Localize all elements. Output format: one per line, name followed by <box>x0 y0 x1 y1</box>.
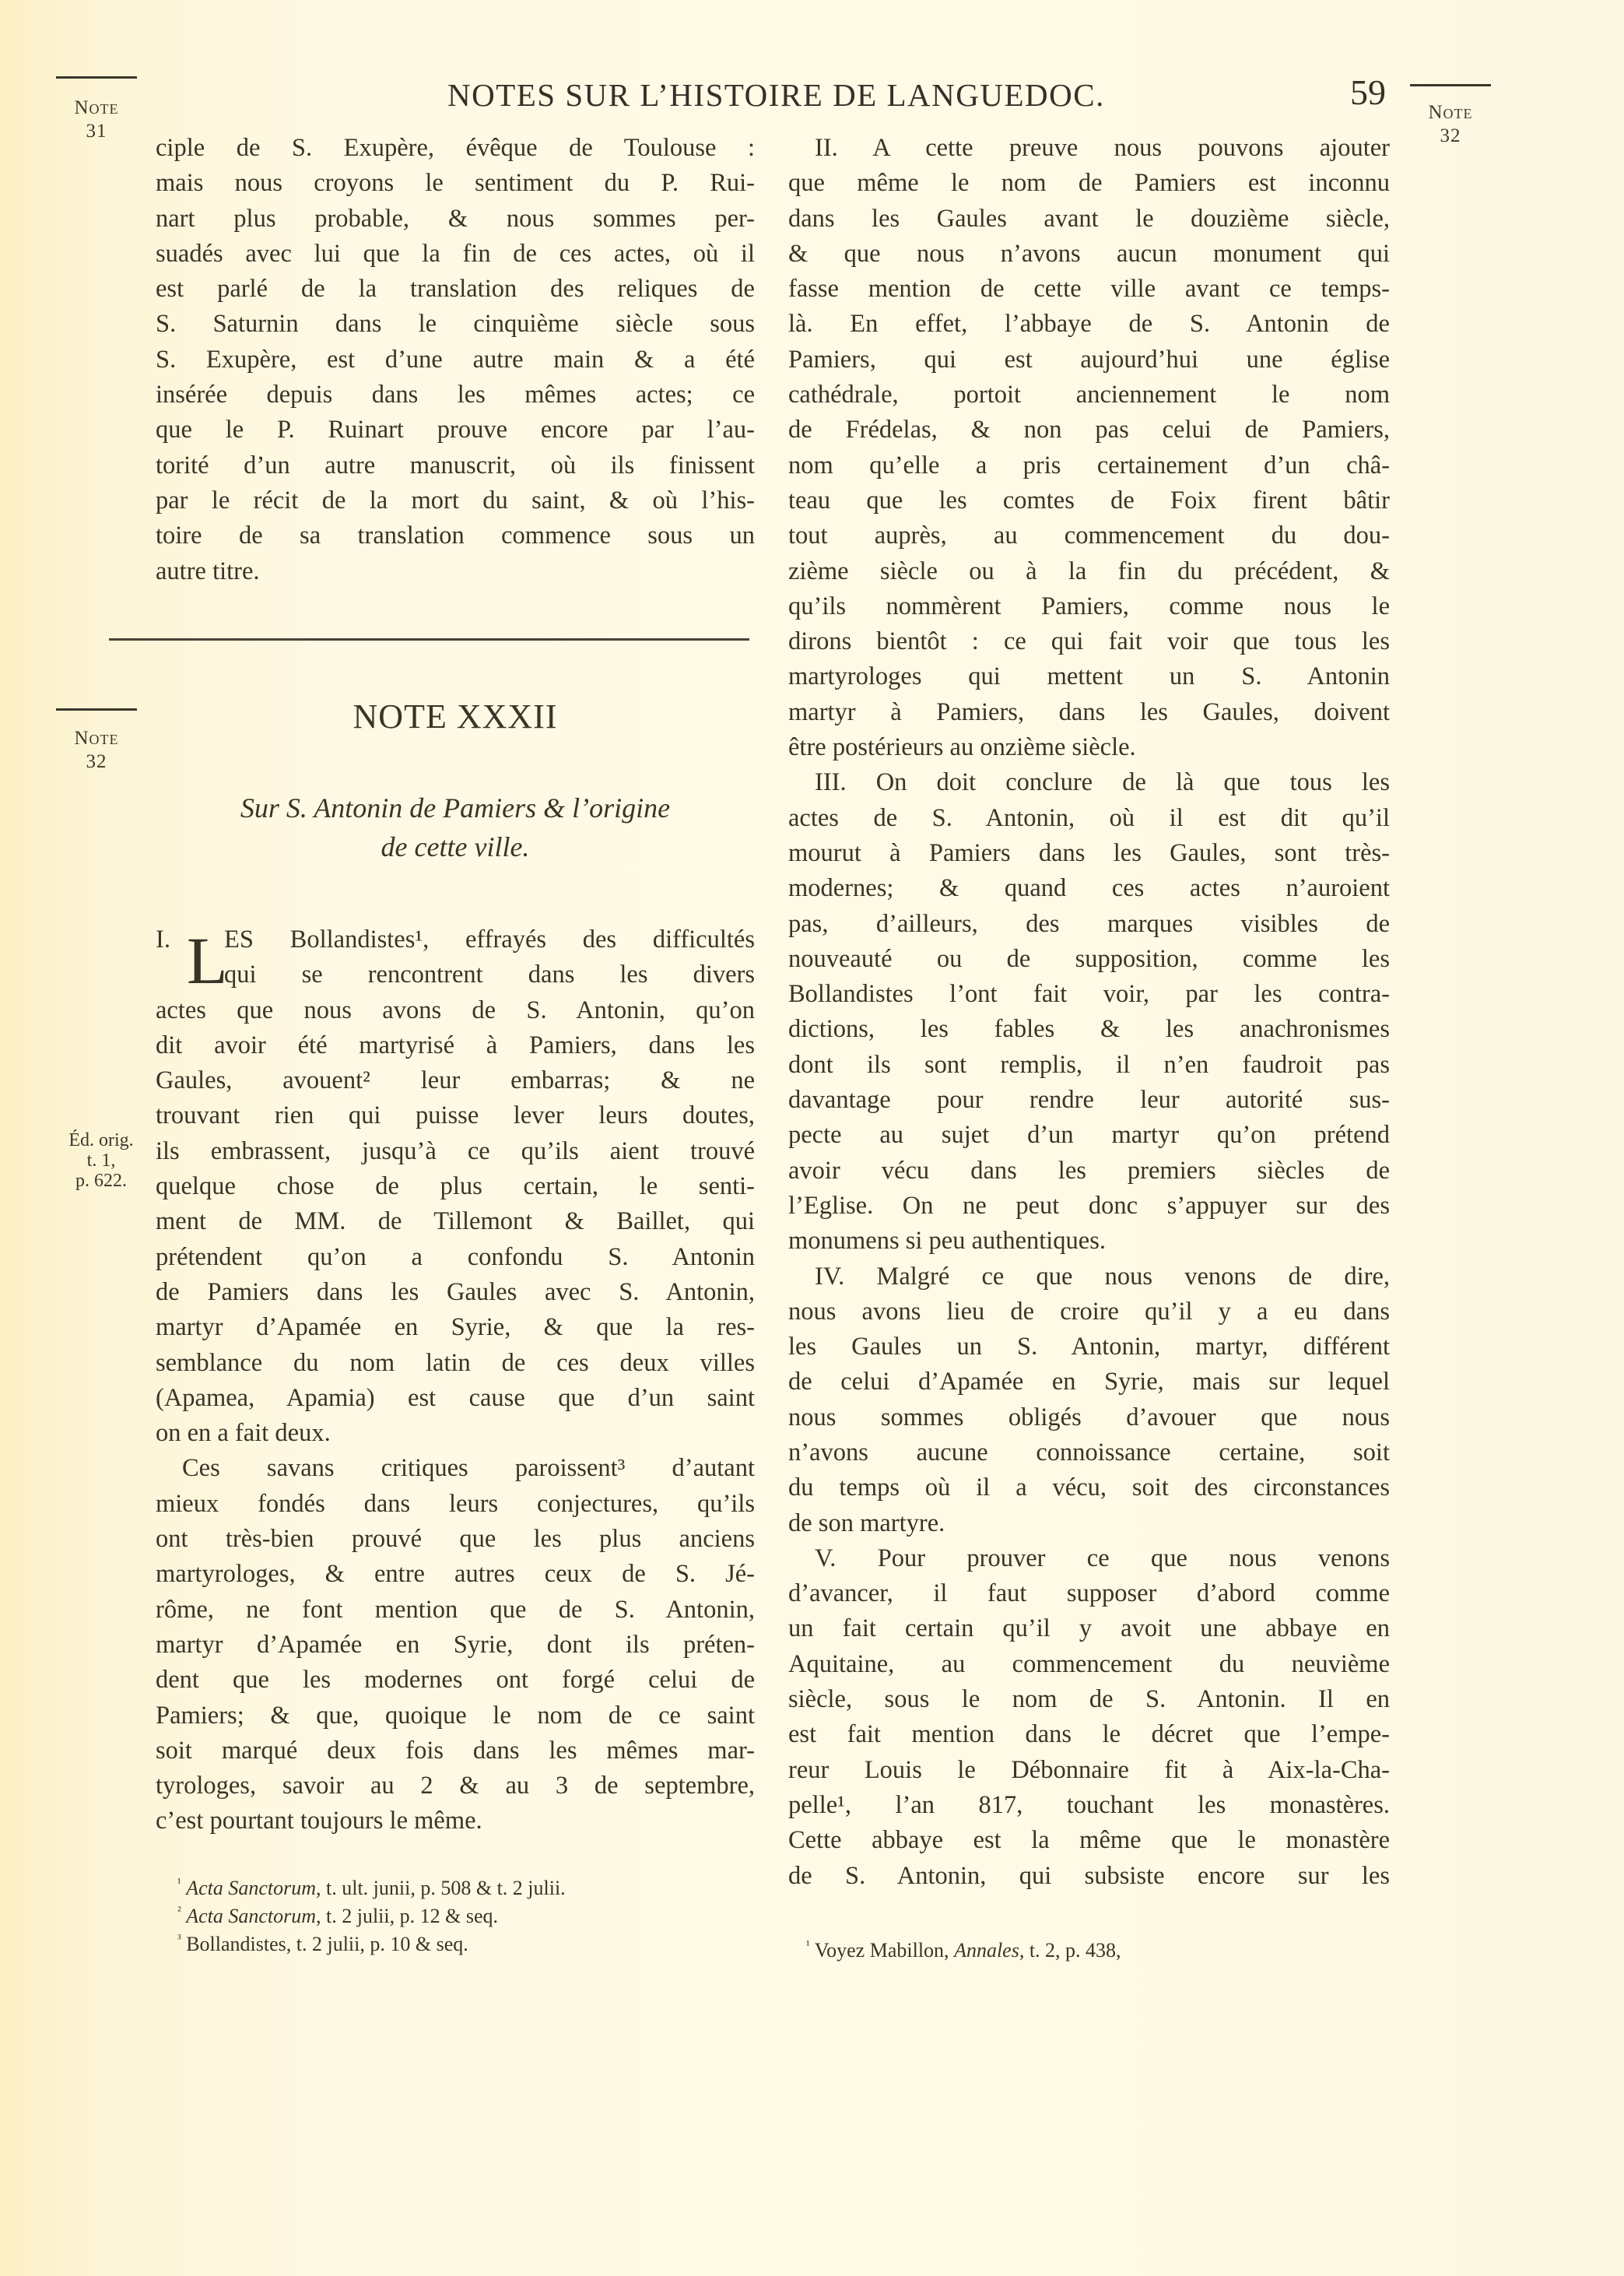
note-title: NOTE XXXII <box>353 697 558 736</box>
text-line: ont très-bien prouvé que les plus anciens <box>156 1525 755 1554</box>
text-line: par le récit de la mort du saint, & où l’his- <box>156 486 755 515</box>
text-line: martyr d’Apamée en Syrie, & que la res- <box>156 1313 755 1342</box>
margin-note-number: 32 <box>1440 125 1461 146</box>
text-line: prétendent qu’on a confondu S. Antonin <box>156 1242 755 1271</box>
text-line: est fait mention dans le décret que l’empe- <box>788 1720 1390 1749</box>
text-line: de Pamiers dans les Gaules avec S. Antonin, <box>156 1277 755 1306</box>
text-line: nart plus probable, & nous sommes per- <box>156 204 755 233</box>
footnote-text: t. ult. junii, p. 508 & t. 2 julii. <box>321 1877 566 1899</box>
text-line: ES Bollandistes¹, effrayés des difficultés <box>224 926 755 954</box>
text-line: semblance du nom latin de ces deux villes <box>156 1348 755 1377</box>
text-line: que le P. Ruinart prouve encore par l’au- <box>156 416 755 444</box>
note-subtitle-line: de cette ville. <box>381 831 530 862</box>
text-line: pelle¹, l’an 817, touchant les monastères. <box>788 1790 1390 1819</box>
text-line: nous avons lieu de croire qu’il y a eu dans <box>788 1297 1390 1326</box>
text-line: reur Louis le Débonnaire fit à Aix-la-Cha- <box>788 1755 1390 1784</box>
margin-rule-top-right <box>1410 84 1491 86</box>
margin-note-number: 31 <box>86 121 107 142</box>
text-line: rôme, ne font mention que de S. Antonin, <box>156 1595 755 1624</box>
footnote-mark: ³ <box>177 1933 181 1946</box>
footnote <box>177 1874 566 1902</box>
footnote-italic: Acta Sanctorum, <box>186 1905 321 1927</box>
text-line: suadés avec lui que la fin de ces actes, où il <box>156 239 755 268</box>
margin-note-label: Note <box>74 97 119 118</box>
footnote-mark: ¹ <box>177 1877 181 1890</box>
left-footnotes <box>177 1874 566 1958</box>
running-title: NOTES SUR L’HISTOIRE DE LANGUEDOC. <box>447 77 1105 113</box>
text-line: S. Exupère, est d’une autre main & a été <box>156 345 755 374</box>
text-line: avoir vécu dans les premiers siècles de <box>788 1156 1390 1185</box>
text-line: pas, d’ailleurs, des marques visibles de <box>788 909 1390 938</box>
text-line: ment de MM. de Tillemont & Baillet, qui <box>156 1207 755 1236</box>
text-line: l’Eglise. On ne peut donc s’appuyer sur des <box>788 1191 1390 1220</box>
text-line: les Gaules un S. Antonin, martyr, différent <box>788 1333 1390 1361</box>
margin-rule-top-left <box>56 76 137 79</box>
text-line: d’avancer, il faut supposer d’abord comme <box>788 1579 1390 1608</box>
text-line: de S. Antonin, qui subsiste encore sur les <box>788 1861 1390 1890</box>
margin-note-32-left <box>48 727 145 774</box>
margin-rule-note32 <box>56 708 137 711</box>
text-line: martyr d’Apamée en Syrie, dont ils préten- <box>156 1630 755 1659</box>
text-line: (Apamea, Apamia) est cause que d’un saint <box>156 1383 755 1412</box>
text-line: quelque chose de plus certain, le senti- <box>156 1172 755 1201</box>
text-line: zième siècle ou à la fin du précédent, & <box>788 557 1390 585</box>
footnote-text: Bollandistes, t. 2 julii, p. 10 & seq. <box>186 1933 468 1955</box>
text-line: là. En effet, l’abbaye de S. Antonin de <box>788 310 1390 339</box>
text-line: nouveauté ou de supposition, comme les <box>788 944 1390 973</box>
text-line: est parlé de la translation des reliques de <box>156 275 755 304</box>
text-line: autre titre. <box>156 557 260 585</box>
text-line: siècle, sous le nom de S. Antonin. Il en <box>788 1685 1390 1714</box>
text-line: Gaules, avouent² leur embarras; & ne <box>156 1066 755 1095</box>
text-line: du temps où il a vécu, soit des circonstances <box>788 1473 1390 1502</box>
text-line: mieux fondés dans leurs conjectures, qu’ils <box>156 1489 755 1518</box>
footnote <box>177 1902 566 1930</box>
text-line: toire de sa translation commence sous un <box>156 522 755 550</box>
text-line: dans les Gaules avant le douzième siècle, <box>788 204 1390 233</box>
text-line: trouvant rien qui puisse lever leurs doutes, <box>156 1101 755 1130</box>
edition-line: p. 622. <box>75 1171 127 1191</box>
text-line: insérée depuis dans les mêmes actes; ce <box>156 381 755 409</box>
text-line: on en a fait deux. <box>156 1419 331 1448</box>
section-divider <box>109 638 749 641</box>
text-line: c’est pourtant toujours le même. <box>156 1807 482 1835</box>
text-line: Aquitaine, au commencement du neuvième <box>788 1649 1390 1678</box>
section-numeral: I. <box>156 926 170 954</box>
text-line: modernes; & quand ces actes n’auroient <box>788 874 1390 903</box>
text-line: & que nous n’avons aucun monument qui <box>788 239 1390 268</box>
text-line: de Frédelas, & non pas celui de Pamiers, <box>788 416 1390 444</box>
text-line: dictions, les fables & les anachronismes <box>788 1015 1390 1044</box>
right-footnotes <box>806 1937 1121 1965</box>
text-line: qui se rencontrent dans les divers <box>224 961 755 989</box>
left-column-continuation <box>156 131 755 589</box>
text-line: III. On doit conclure de là que tous les <box>815 768 1390 797</box>
text-line: Bollandistes l’ont fait voir, par les contra- <box>788 980 1390 1009</box>
text-line: Pamiers; & que, quoique le nom de ce saint <box>156 1701 755 1730</box>
text-line: cathédrale, portoit anciennement le nom <box>788 381 1390 409</box>
text-line: de celui d’Apamée en Syrie, mais sur lequel <box>788 1368 1390 1396</box>
text-line: monumens si peu authentiques. <box>788 1227 1106 1256</box>
right-column <box>788 131 1390 1894</box>
text-line: martyrologes qui mettent un S. Antonin <box>788 662 1390 691</box>
text-line: Ces savans critiques paroissent³ d’autant <box>182 1454 755 1483</box>
footnote-mark: ² <box>177 1905 181 1918</box>
text-line: n’avons aucune connoissance certaine, soit <box>788 1438 1390 1466</box>
margin-note-32-right <box>1402 101 1499 148</box>
text-line: actes que nous avons de S. Antonin, qu’on <box>156 996 755 1024</box>
text-line: ils embrassent, jusqu’à ce qu’ils aient trouvé <box>156 1136 755 1165</box>
text-line: pecte au sujet d’un martyr qu’on prétend <box>788 1121 1390 1150</box>
footnote <box>177 1930 566 1958</box>
footnote-mark: ¹ <box>806 1939 810 1952</box>
text-line: mourut à Pamiers dans les Gaules, sont très- <box>788 838 1390 867</box>
text-line: ciple de S. Exupère, évêque de Toulouse : <box>156 134 755 162</box>
note-subtitle <box>156 789 755 866</box>
text-line: qu’ils nommèrent Pamiers, comme nous le <box>788 592 1390 620</box>
footnote <box>806 1937 1121 1965</box>
text-line: nom qu’elle a pris certainement d’un châ- <box>788 451 1390 479</box>
drop-cap: L <box>187 923 228 998</box>
text-line: dent que les modernes ont forgé celui de <box>156 1666 755 1695</box>
text-line: actes de S. Antonin, où il est dit qu’il <box>788 803 1390 832</box>
footnote-italic: Annales, <box>954 1939 1025 1962</box>
margin-note-label: Note <box>1428 102 1473 123</box>
footnote-text: t. 2, p. 438, <box>1024 1939 1121 1962</box>
margin-note-31 <box>48 97 145 143</box>
text-line: II. A cette preuve nous pouvons ajouter <box>815 134 1390 162</box>
note-subtitle-line: Sur S. Antonin de Pamiers & l’origine <box>240 792 671 824</box>
text-line: teau que les comtes de Foix firent bâtir <box>788 486 1390 515</box>
text-line: martyrologes, & entre autres ceux de S. Jé- <box>156 1560 755 1589</box>
text-line: que même le nom de Pamiers est inconnu <box>788 169 1390 198</box>
edition-line: t. 1, <box>86 1150 116 1171</box>
text-line: davantage pour rendre leur autorité sus- <box>788 1086 1390 1115</box>
text-line: Pamiers, qui est aujourd’hui une église <box>788 345 1390 374</box>
text-line: torité d’un autre manuscrit, où ils finissent <box>156 451 755 479</box>
text-line: fasse mention de cette ville avant ce temps- <box>788 275 1390 304</box>
margin-note-label: Note <box>74 728 119 749</box>
footnote-text: Voyez Mabillon, <box>809 1939 955 1962</box>
text-line: IV. Malgré ce que nous venons de dire, <box>815 1262 1390 1291</box>
text-line: un fait certain qu’il y avoit une abbaye en <box>788 1614 1390 1643</box>
text-line: martyr à Pamiers, dans les Gaules, doivent <box>788 697 1390 726</box>
edition-line: Éd. orig. <box>68 1130 134 1150</box>
text-line: tout auprès, au commencement du dou- <box>788 522 1390 550</box>
text-line: tyrologes, savoir au 2 & au 3 de septembre, <box>156 1772 755 1800</box>
text-line: V. Pour prouver ce que nous venons <box>815 1544 1390 1572</box>
margin-note-number: 32 <box>86 751 107 772</box>
text-line: dont ils sont remplis, il n’en faudroit pas <box>788 1050 1390 1079</box>
text-line: de son martyre. <box>788 1509 945 1537</box>
text-line: être postérieurs au onzième siècle. <box>788 733 1136 762</box>
margin-note-edition <box>47 1130 156 1191</box>
text-line: dit avoir été martyrisé à Pamiers, dans les <box>156 1031 755 1059</box>
text-line: Cette abbaye est la même que le monastère <box>788 1826 1390 1855</box>
text-line: nous sommes obligés d’avouer que nous <box>788 1403 1390 1431</box>
footnote-italic: Acta Sanctorum, <box>186 1877 321 1899</box>
text-line: S. Saturnin dans le cinquième siècle sous <box>156 310 755 339</box>
text-line: mais nous croyons le sentiment du P. Rui- <box>156 169 755 198</box>
page-number: 59 <box>1350 72 1386 112</box>
section-1 <box>156 922 755 1839</box>
footnote-text: t. 2 julii, p. 12 & seq. <box>321 1905 498 1927</box>
text-line: soit marqué deux fois dans les mêmes mar- <box>156 1736 755 1765</box>
text-line: dirons bientôt : ce qui fait voir que tous les <box>788 627 1390 656</box>
